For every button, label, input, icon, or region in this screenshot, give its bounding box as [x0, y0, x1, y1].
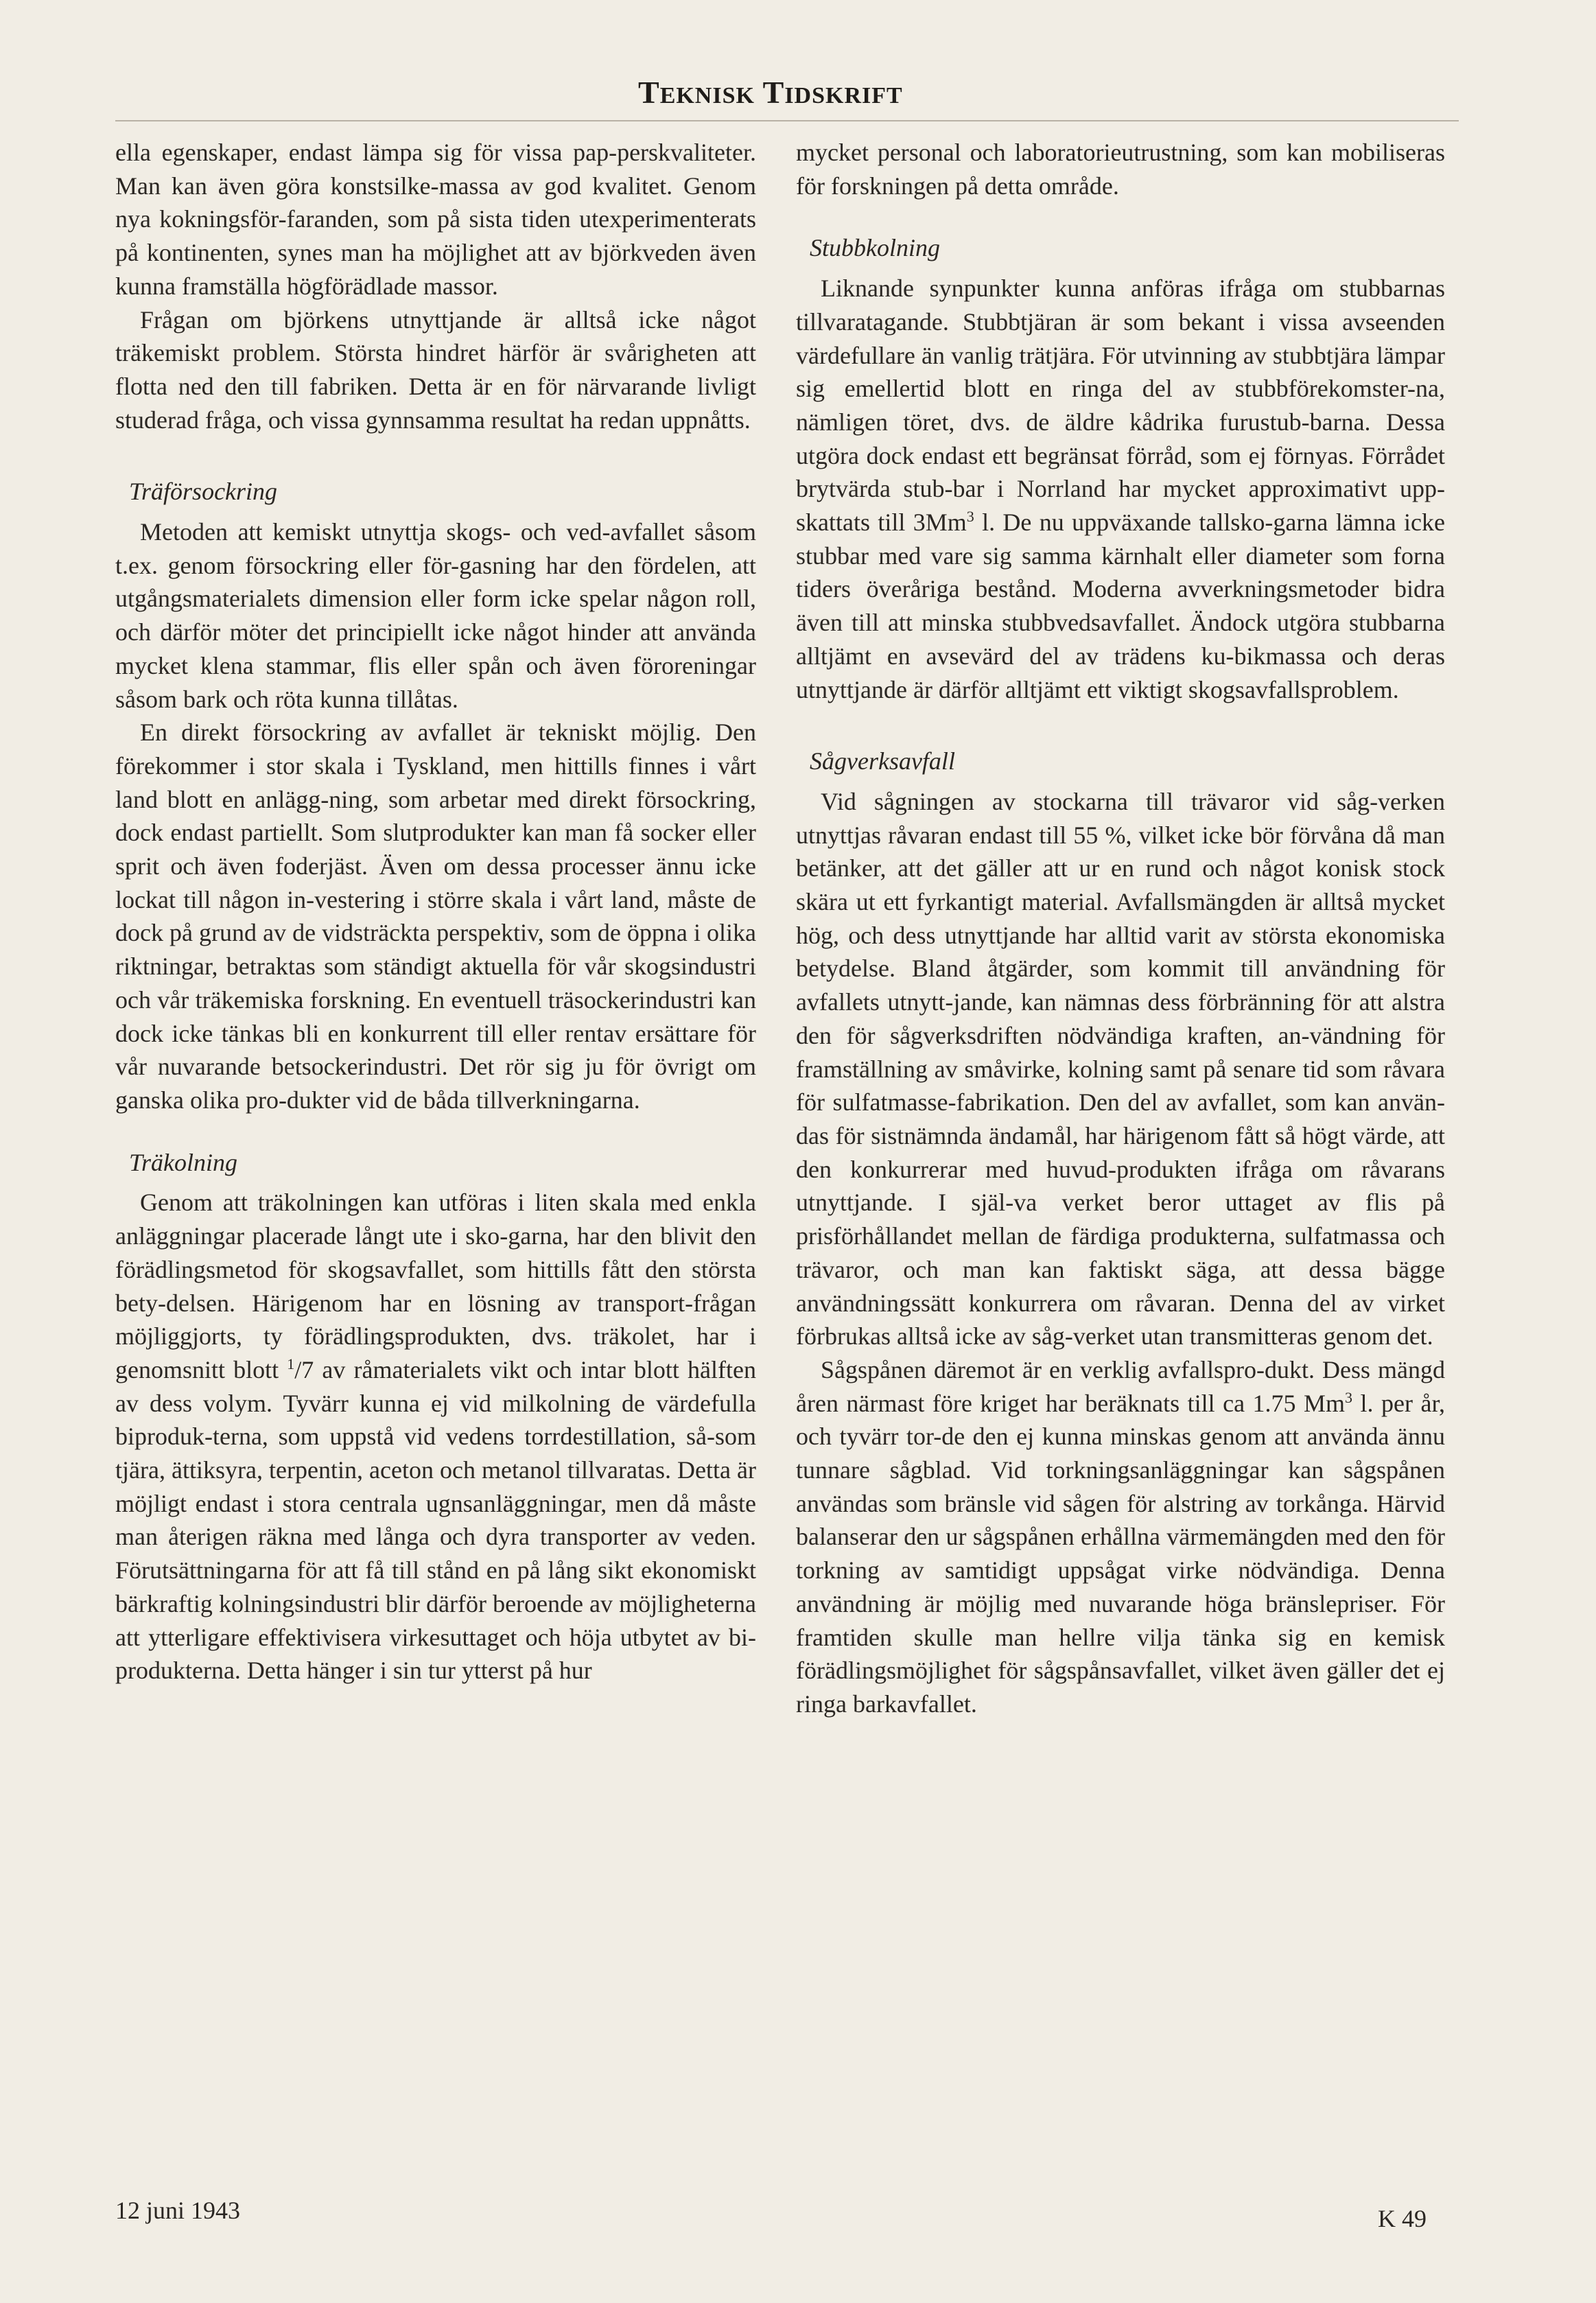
left-paragraph-5	[115, 1186, 756, 1687]
heading-stubbkolning: Stubbkolning	[810, 234, 940, 262]
header-rule	[115, 120, 1459, 121]
header-space	[755, 75, 763, 110]
right-paragraph-1: mycket personal och laboratorieutrustning, som kan mobiliseras för forskningen på detta område.	[796, 139, 1445, 200]
left-paragraph-5-part-b: av råmaterialets vikt och intar blott hälften av dess volym. Tyvärr kunna ej vid milkolning de värdefulla biproduk-terna, som uppstå vid vedens torrdestillation, så-som tjära, ättiksyra, terpentin, aceton och metanol tillvaratas. Detta är möjligt endast i stora centrala ugnsanläggningar, men då måste man återigen räkna med långa och dyra transporter av veden. Förutsättningarna för att få till stånd en på lång sikt ekonomiskt bärkraftig kolningsindustri blir därför beroende av möjligheterna att ytterligare effektivisera virkesuttaget och höja utbytet av bi-produkterna. Detta hänger i sin tur ytterst på hur	[115, 1355, 756, 1685]
fraction-denominator: /7	[294, 1355, 314, 1383]
left-paragraph-2: Frågan om björkens utnyttjande är alltså icke något träkemiskt problem. Största hindret härför är svårigheten att flotta ned den till fabriken. Detta är en för närvarande livligt studerad fråga, och vissa gynnsamma resultat ha redan uppnåtts.	[115, 305, 756, 434]
left-paragraph-1: ella egenskaper, endast lämpa sig för vissa pap-perskvaliteter. Man kan även göra konstsilke-massa av god kvalitet. Genom nya kokningsför-faranden, som på sista tiden utexperimenterats på kontinenten, synes man ha möjlighet att av björkveden även kunna framställa högförädlade massor.	[115, 139, 756, 300]
left-paragraph-4: En direkt försockring av avfallet är tekniskt möjlig. Den förekommer i stor skala i Tyskland, men hittills finnes i vårt land blott en anlägg-ning, som arbetar med direkt försockring, dock endast partiellt. Som slutprodukter kan man få socker eller sprit och även foderjäst. Även om dessa processer ännu icke lockat till någon in-vestering i större skala i vårt land, måste de dock på grund av de vidsträckta perspektiv, som de öppna i olika riktningar, betraktas som ständigt aktuella för vår skogsindustri och vår träkemiska forskning. En eventuell träsockerindustri kan dock icke tänkas bli en konkurrent till eller rentav ersättare för vår nuvarande betsockerindustri. Det rör sig ju för övrigt om ganska olika pro-dukter vid de båda tillverkningarna.	[115, 718, 756, 1114]
left-column	[115, 136, 756, 1687]
right-paragraph-3: Vid sågningen av stockarna till trävaror vid såg-verken utnyttjas råvaran endast till 55 %, vilket icke bör förvåna då man betänker, att det gäller att ur en rund och något konisk stock skära ut ett fyrkantigt material. Avfallsmängden är alltså mycket hög, och dess utnyttjande har alltid varit av största ekonomiska betydelse. Bland åtgärder, som kommit till användning för avfallets utnytt-jande, kan nämnas dess förbränning för att alstra den för sågverksdriften nödvändiga kraften, an-vändning för framställning av småvirke, kolning samt på senare tid som råvara för sulfatmasse-fabrikation. Den del av avfallet, som kan använ-das för sistnämnda ändamål, har härigenom fått så högt värde, att den konkurrerar med huvud-produkten ifråga om råvarans utnyttjande. I själ-va verket beror uttaget av flis på prisförhållandet mellan de färdiga produkterna, sulfatmassa och trävaror, och man kan faktiskt säga, att dessa bägge användningssätt konkurrera om råvaran. Denna del av virket förbrukas alltså icke av såg-verket utan transmitteras genom det.	[796, 787, 1445, 1351]
right-paragraph-4-part-a: Sågspånen däremot är en verklig avfallspro-dukt. Dess mängd åren närmast före kriget har beräknats till ca 1.75 Mm	[796, 1355, 1445, 1417]
footer-date: 12 juni 1943	[115, 2197, 241, 2224]
heading-traforsockring: Träförsockring	[129, 478, 278, 506]
heading-sagverksavfall: Sågverksavfall	[810, 747, 955, 775]
fraction-numerator: 1	[287, 1355, 295, 1372]
superscript-3-b: 3	[1345, 1388, 1353, 1406]
left-paragraph-5-part-a: Genom att träkolningen kan utföras i liten skala med enkla anläggningar placerade långt ute i sko-garna, har den blivit den förädlingsmetod för skogsavfallet, som hittills fått den största bety-delsen. Härigenom har en lösning av transport-frågan möjliggjorts, ty förädlingsprodukten, dvs. träkolet, har i genomsnitt blott	[115, 1189, 756, 1383]
right-column	[796, 136, 1445, 1721]
right-paragraph-2	[796, 272, 1445, 706]
header-eknisk: EKNISK	[659, 83, 755, 108]
header-idskrift: IDSKRIFT	[784, 83, 903, 108]
heading-trakolning: Träkolning	[129, 1148, 238, 1176]
left-paragraph-3: Metoden att kemiskt utnyttja skogs- och ved-avfallet såsom t.ex. genom försockring eller för-gasning har den fördelen, att utgångsmaterialets dimension eller form icke spelar någon roll, och därför möter det principiellt icke något hinder att använda mycket klena stammar, flis eller spån och även föroreningar såsom bark och röta kunna tillåtas.	[115, 518, 756, 713]
superscript-3-a: 3	[966, 508, 974, 526]
header-letter-t2: T	[762, 75, 785, 110]
header-letter-t: T	[638, 75, 660, 110]
footer-page-number: K 49	[1378, 2205, 1427, 2232]
right-paragraph-4	[796, 1353, 1445, 1721]
journal-header	[638, 74, 1050, 110]
right-paragraph-2-part-a: Liknande synpunkter kunna anföras ifråga om stubbarnas tillvaratagande. Stubbtjäran är som bekant i vissa avseenden värdefullare än vanlig trätjära. För utvinning av stubbtjära lämpar sig emellertid blott en ringa del av stubbförekomster-na, nämligen töret, dvs. de äldre kådrika furustub-barna. Dessa utgöra dock endast ett begränsat förråd, som ej förnyas. Förrådet brytvärda stub-bar i Norrland har mycket approximativt upp-skattats till 3Mm	[796, 274, 1445, 537]
right-paragraph-4-part-b: l. per år, och tyvärr tor-de den ej kunna minskas genom att använda ännu tunnare sågblad. Vid torkningsanläggningar kan sågspånen användas som bränsle vid sågen för alstring av torkånga. Härvid balanserar den ur sågspånen erhållna värmemängden med den för torkning av samtidigt uppsågat virke nödvändiga. Denna användning är möjlig med nuvarande höga bränslepriser. För framtiden skulle man hellre vilja tänka sig en kemisk förädlingsmöjlighet för sågspånsavfallet, vilket även gäller det ej ringa barkavfallet.	[796, 1389, 1445, 1718]
right-paragraph-2-part-b: l. De nu uppväxande tallsko-garna lämna icke stubbar med vare sig samma kärnhalt eller diameter som forna tiders överåriga bestånd. Moderna avverkningsmetoder bidra även till att minska stubbvedsavfallet. Ändock utgöra stubbarna alltjämt en avsevärd del av trädens ku-bikmassa och deras utnyttjande är därför alltjämt ett viktigt skogsavfallsproblem.	[796, 508, 1445, 703]
